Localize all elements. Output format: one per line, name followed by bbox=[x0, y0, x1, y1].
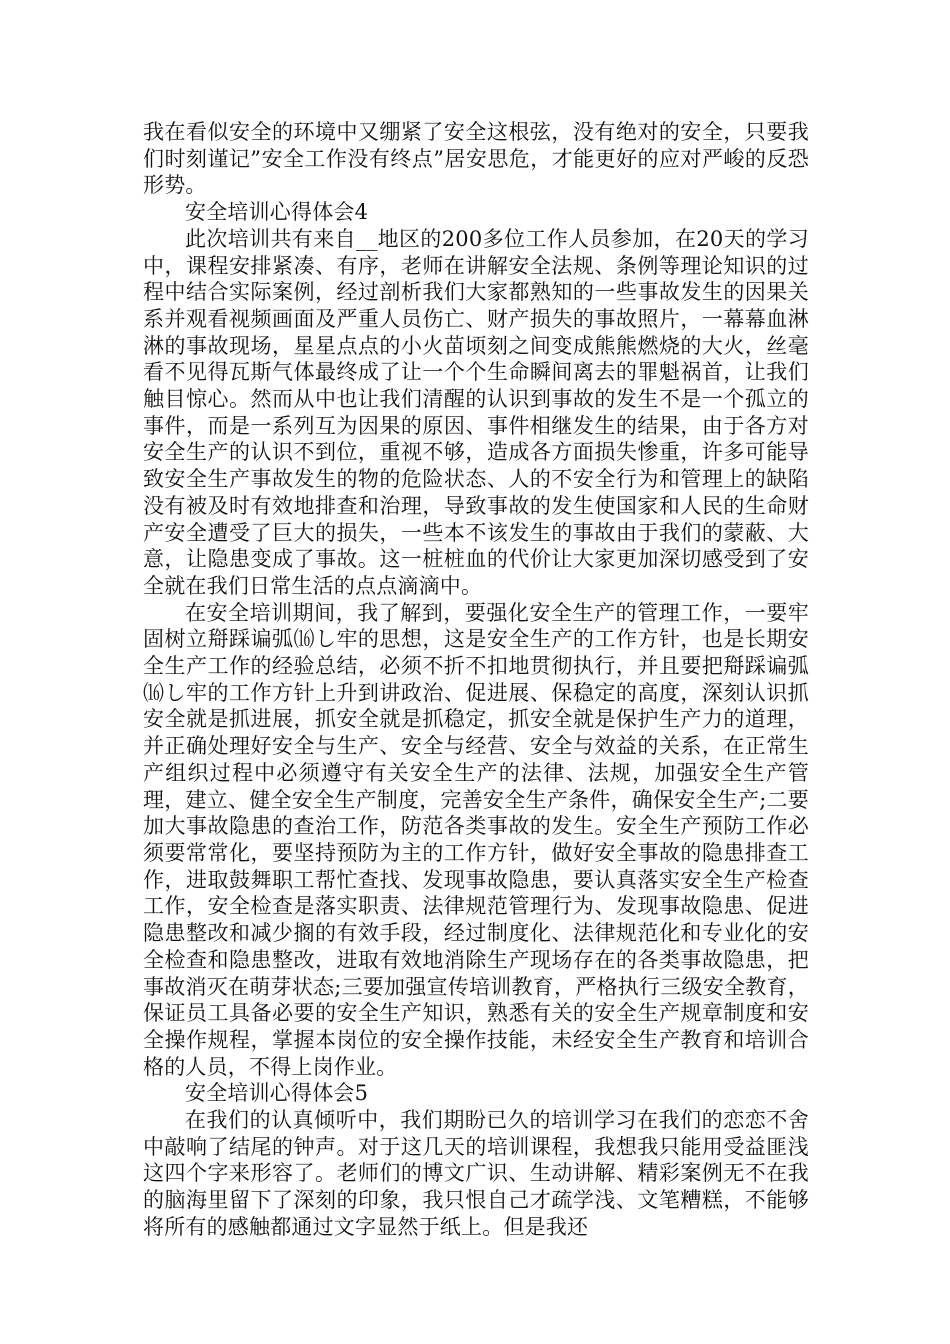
paragraph-training-lessons: 在安全培训期间，我了解到，要强化安全生产的管理工作，一要牢固树立搿踩谝弧⒃し牢的思想，这是安全生产的工作方针，也是长期安全生产工作的经验总结，必须不折不扣地贯彻执行，并且要把搿踩谝弧⒃し牢的工作方针上升到讲政治、促进展、保稳定的高度，深刻认识抓安全就是抓进展，抓安全就是抓稳定，抓安全就是保护生产力的道理，并正确处理好安全与生产、安全与经营、安全与效益的关系，在正常生产组织过程中必须遵守有关安全生产的法律、法规，加强安全生产管理，建立、健全安全生产制度，完善安全生产条件，确保安全生产;二要加大事故隐患的查治工作，防范各类事故的发生。安全生产预防工作必须要常常化，要坚持预防为主的工作方针，做好安全事故的隐患排查工作，进取鼓舞职工帮忙查找、发现事故隐患，要认真落实安全生产检查工作，安全检查是落实职责、法律规范管理行为、发现事故隐患、促进隐患整改和减少搁的有效手段，经过制度化、法律规范化和专业化的安全检查和隐患整改，进取有效地消除生产现场存在的各类事故隐患，把事故消灭在萌芽状态;三要加强宣传培训教育，严格执行三级安全教育，保证员工具备必要的安全生产知识，熟悉有关的安全生产规章制度和安全操作规程，掌握本岗位的安全操作技能，未经安全生产教育和培训合格的人员，不得上岗作业。 bbox=[143, 600, 809, 1079]
paragraph-continuation: 我在看似安全的环境中又绷紧了安全这根弦，没有绝对的安全，只要我们时刻谨记”安全工作没有终点”居安思危，才能更好的应对严峻的反恐形势。 bbox=[143, 120, 809, 198]
section-heading-4: 安全培训心得体会4 bbox=[185, 200, 369, 225]
section-heading-5: 安全培训心得体会5 bbox=[185, 1081, 369, 1106]
document-body bbox=[143, 119, 809, 1241]
paragraph-training-overview: 此次培训共有来自__地区的200多位工作人员参加，在20天的学习中，课程安排紧凑、有序，老师在讲解安全法规、条例等理论知识的过程中结合实际案例，经过剖析我们大家都熟知的一些事故发生的因果关系并观看视频画面及严重人员伤亡、财产损失的事故照片，一幕幕血淋淋的事故现场，星星点点的小火苗顷刻之间变成熊熊燃烧的大火，丝毫看不见得瓦斯气体最终成了让一个个生命瞬间离去的罪魁祸首，让我们触目惊心。然而从中也让我们清醒的认识到事故的发生不是一个孤立的事件，而是一系列互为因果的原因、事件相继发生的结果，由于各方对安全生产的认识不到位，重视不够，造成各方面损失惨重，许多可能导致安全生产事故发生的物的危险状态、人的不安全行为和管理上的缺陷没有被及时有效地排查和治理，导致事故的发生使国家和人民的生命财产安全遭受了巨大的损失，一些本不该发生的事故由于我们的蒙蔽、大意，让隐患变成了事故。这一桩桩血的代价让大家更加深切感受到了安全就在我们日常生活的点点滴滴中。 bbox=[143, 226, 809, 598]
paragraph-training-reflection: 在我们的认真倾听中，我们期盼已久的培训学习在我们的恋恋不舍中敲响了结尾的钟声。对于这几天的培训课程，我想我只能用受益匪浅这四个字来形容了。老师们的博文广识、生动讲解、精彩案例无不在我的脑海里留下了深刻的印象，我只恨自己才疏学浅、文笔糟糕，不能够将所有的感触都通过文字显然于纸上。但是我还 bbox=[143, 1108, 809, 1239]
